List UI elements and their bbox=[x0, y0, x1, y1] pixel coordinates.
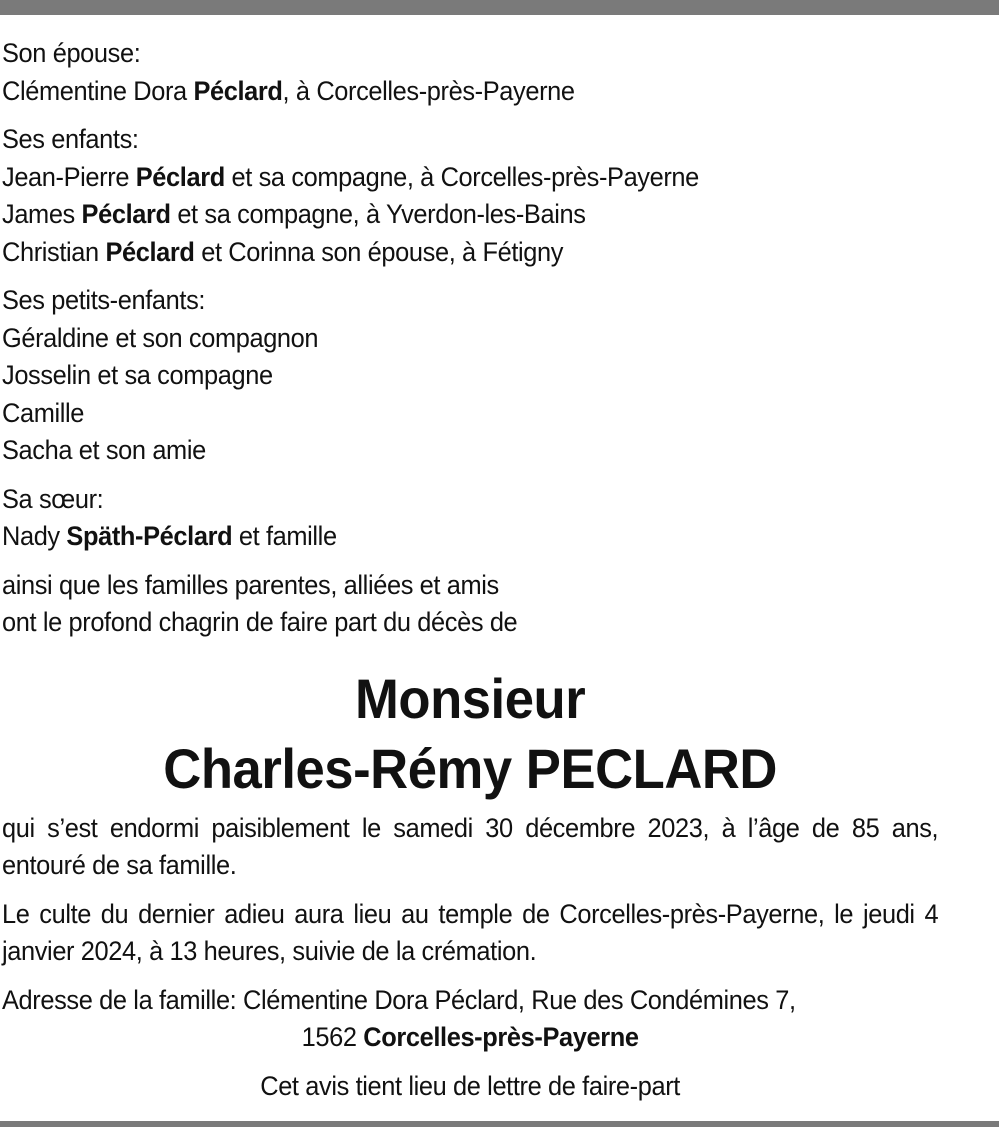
grandchild-line: Josselin et sa compagne bbox=[2, 360, 273, 390]
grandchild-line: Camille bbox=[2, 397, 84, 428]
address-city: Corcelles-près-Payerne bbox=[363, 1022, 639, 1052]
child-first-name: Christian bbox=[2, 236, 99, 267]
spouse-surname: Péclard bbox=[193, 75, 283, 106]
bottom-rule bbox=[0, 1121, 999, 1127]
deceased-title: Monsieur bbox=[354, 666, 586, 730]
children-heading: Ses enfants: bbox=[2, 124, 139, 154]
address-line: Adresse de la famille: Clémentine Dora Péclard, Rue des Condémines 7, bbox=[2, 984, 796, 1015]
sister-first-name: Nady bbox=[2, 521, 60, 551]
service-paragraph: Le culte du dernier adieu aura lieu au temple de Corcelles-près-Payerne, le jeudi 4 janvier 2024, à 13 heures, suivie de la crémation. bbox=[2, 898, 939, 966]
deceased-name-block bbox=[2, 664, 938, 804]
spouse-line bbox=[2, 73, 938, 111]
child-surname: Péclard bbox=[135, 161, 225, 192]
child-line bbox=[2, 159, 938, 197]
grandchild-line: Sacha et son amie bbox=[2, 435, 206, 465]
spouse-first-name: Clémentine Dora bbox=[2, 75, 187, 106]
sister-surname: Späth-Péclard bbox=[66, 521, 233, 551]
grandchild-line: Géraldine et son compagnon bbox=[2, 322, 319, 353]
grandchildren-block bbox=[2, 282, 938, 470]
families-block bbox=[2, 567, 938, 642]
child-surname: Péclard bbox=[105, 236, 195, 267]
announcement-line: ont le profond chagrin de faire part du décès de bbox=[2, 607, 518, 637]
sister-block bbox=[2, 481, 938, 556]
child-rest: et Corinna son épouse, à Fétigny bbox=[194, 236, 564, 267]
grandchildren-heading: Ses petits-enfants: bbox=[2, 285, 206, 315]
spouse-rest: , à Corcelles-près-Payerne bbox=[282, 75, 575, 106]
spouse-heading: Son épouse: bbox=[2, 38, 141, 68]
passing-paragraph: qui s’est endormi paisiblement le samedi 30 décembre 2023, à l’âge de 85 ans, entouré de sa famille. bbox=[2, 812, 939, 880]
address-city-line bbox=[2, 1019, 938, 1057]
child-first-name: Jean-Pierre bbox=[2, 161, 130, 192]
child-line bbox=[2, 234, 938, 272]
spouse-block bbox=[2, 35, 938, 110]
top-rule bbox=[0, 0, 999, 15]
address-postcode: 1562 bbox=[301, 1022, 357, 1052]
child-first-name: James bbox=[2, 199, 75, 229]
sister-line bbox=[2, 518, 938, 556]
sister-rest: et famille bbox=[232, 521, 337, 551]
families-line: ainsi que les familles parentes, alliées et amis bbox=[2, 569, 499, 600]
child-rest: et sa compagne, à Corcelles-près-Payerne bbox=[224, 161, 699, 192]
child-surname: Péclard bbox=[81, 199, 171, 229]
children-block bbox=[2, 121, 938, 271]
notice-body bbox=[2, 35, 938, 1105]
address-block bbox=[2, 982, 938, 1057]
deceased-name: Charles-Rémy PECLARD bbox=[163, 736, 777, 800]
faire-part-notice: Cet avis tient lieu de lettre de faire-part bbox=[260, 1070, 680, 1101]
child-line bbox=[2, 196, 938, 234]
sister-heading: Sa sœur: bbox=[2, 483, 104, 514]
child-rest: et sa compagne, à Yverdon-les-Bains bbox=[170, 199, 586, 229]
